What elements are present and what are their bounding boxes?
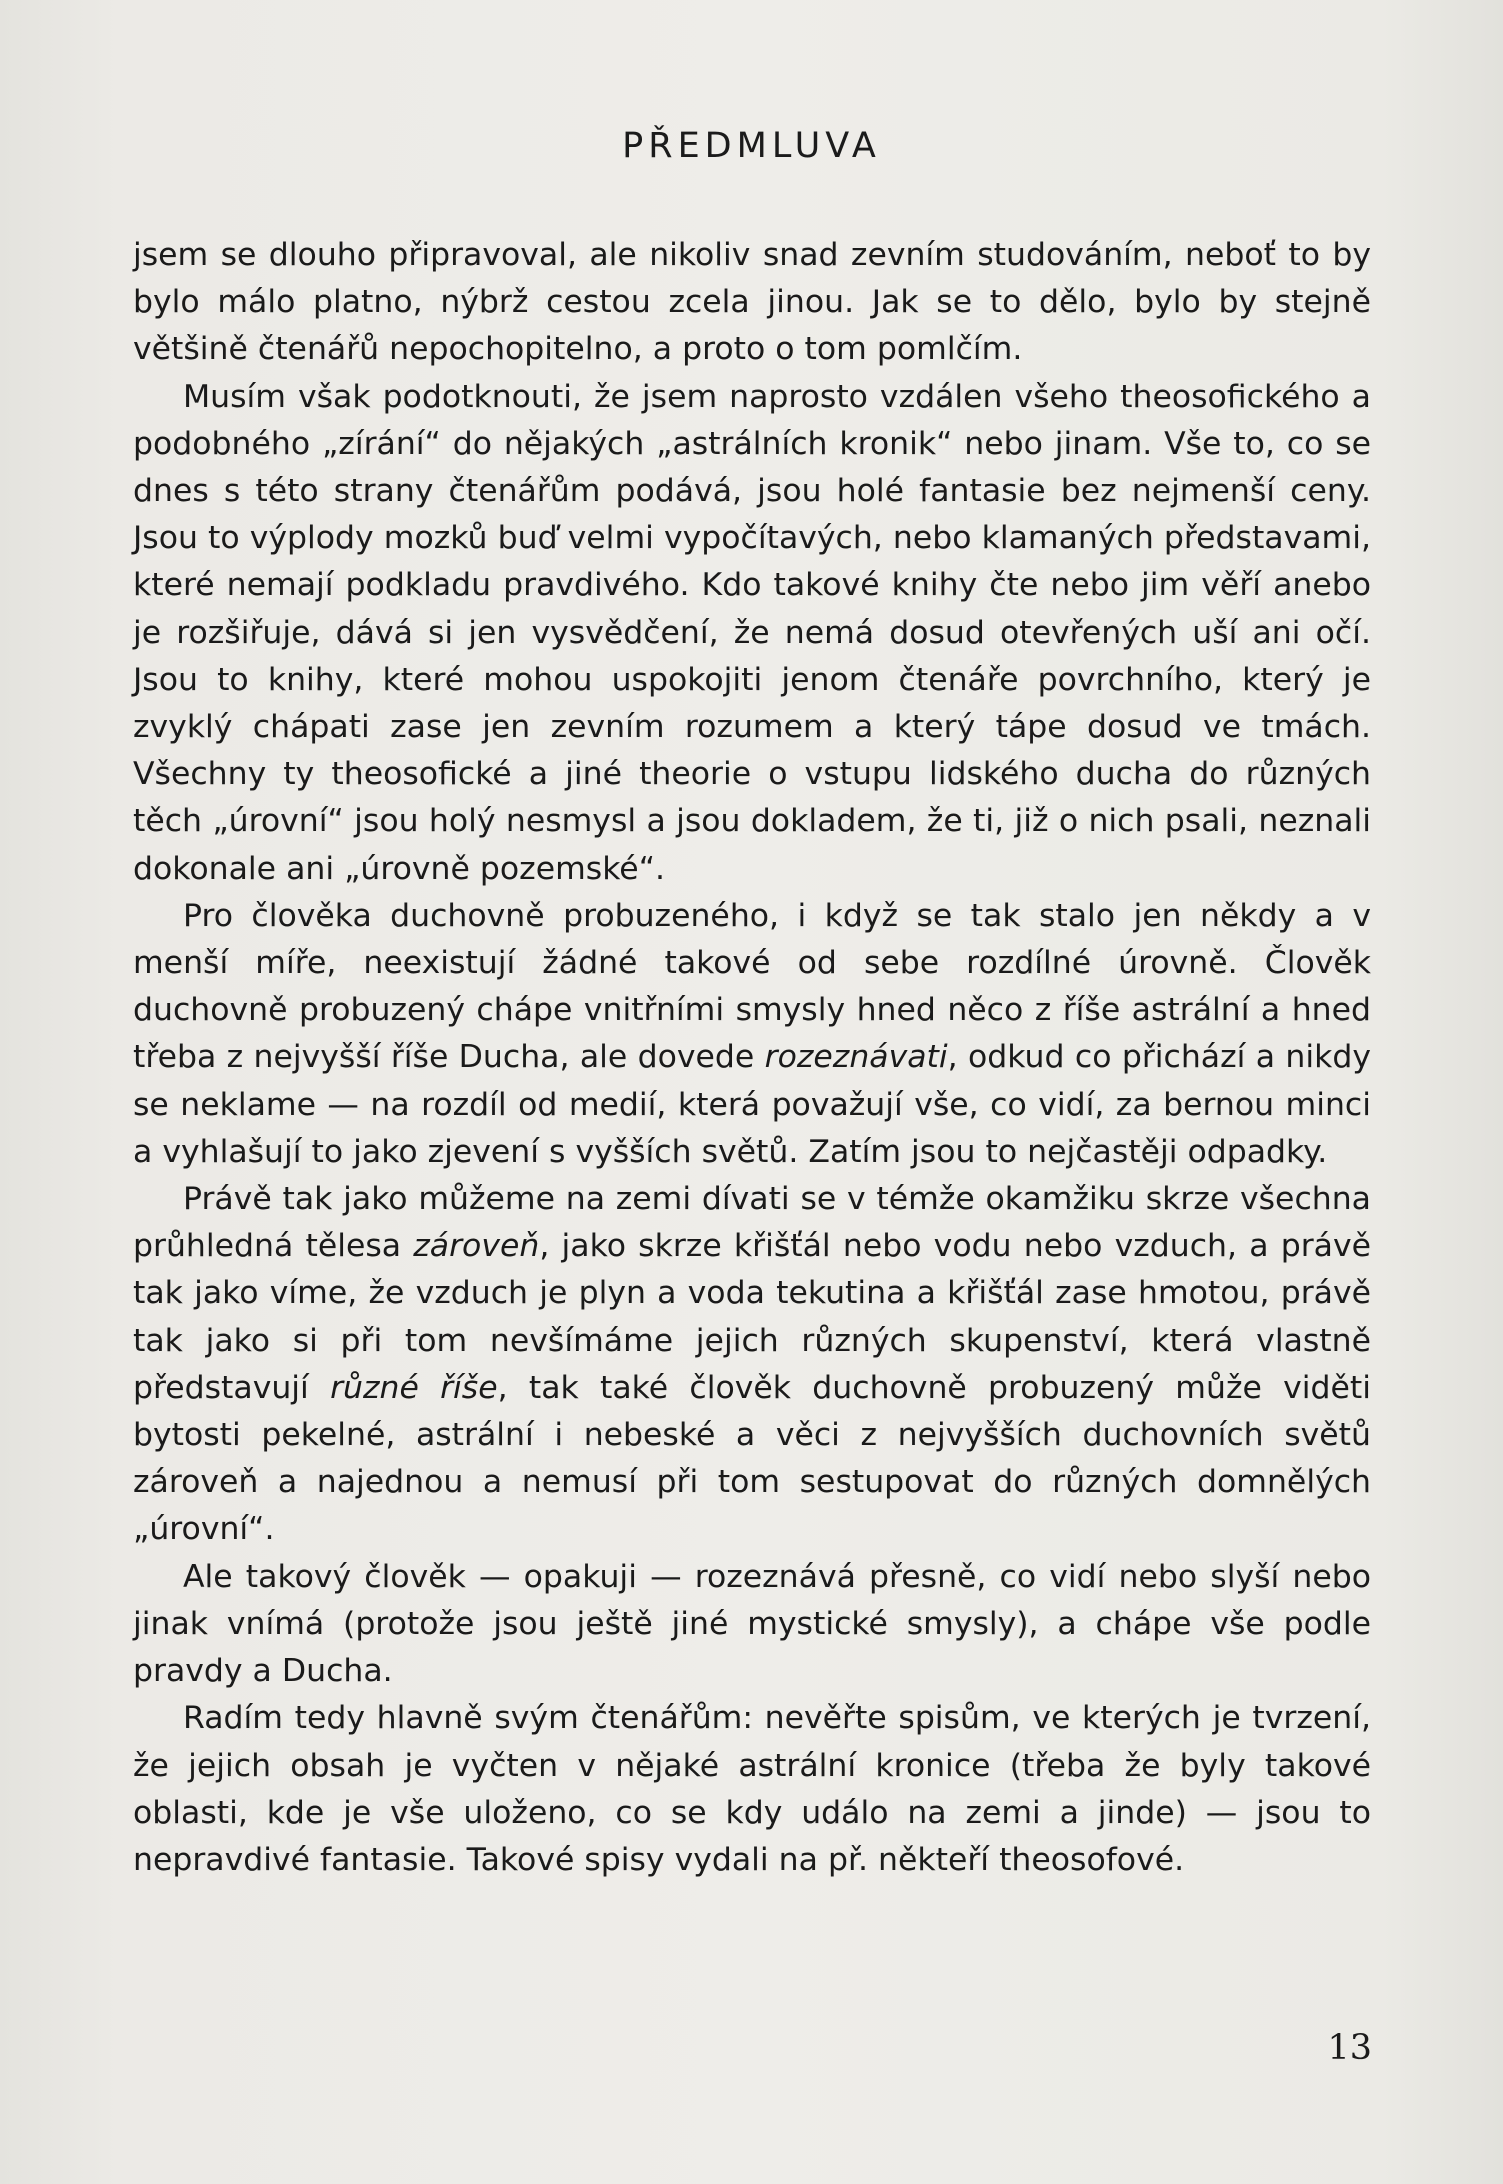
paragraph-2 [133, 374, 1371, 893]
text-run: Pro člověka duchovně probuzeného, i když se tak stalo jen někdy a v menší míře, neexistují žádné takové od sebe rozdílné úrovně. Člověk duchovně probuzený chápe vnitřními smysly hned něco z říše astrální a hned třeba z nejvyšší říše Ducha, ale dovede [133, 897, 1371, 1076]
paragraph-3 [133, 893, 1371, 1176]
text-run: , tak také člověk duchovně probuzený může viděti bytosti pekelné, astrální i nebeské a věci z nejvyšších duchovních světů zároveň a najednou a nemusí při tom sestupovat do různých domnělých „úrovní“. [133, 1369, 1371, 1548]
text-run: Musím však podotknouti, že jsem naprosto vzdálen všeho theosofického a podobného „zírání“ do nějakých „astrálních kronik“ nebo jinam. Vše to, co se dnes s této strany čtenářům podává, jsou holé fantasie bez nejmenší ceny. Jsou to výplody mozků buď velmi vypočítavých, nebo klamaných představami, které nemají podkladu pravdivého. Kdo takové knihy čte nebo jim věří anebo je rozšiřuje, dává si jen vysvědčení, že nemá dosud otevřených uší ani očí. Jsou to knihy, které mohou uspokojiti jenom čtenáře povrchního, který je zvyklý chápati zase jen zevním rozumem a který tápe dosud ve tmách. Všechny ty theosofické a jiné theorie o vstupu lidského ducha do různých těch „úrovní“ jsou holý nesmysl a jsou dokladem, že ti, již o nich psali, neznali dokonale ani „úrovně pozemské“. [133, 378, 1371, 887]
emphasis-text: zároveň [413, 1228, 540, 1265]
running-head: PŘEDMLUVA [622, 126, 881, 166]
paragraph-6 [133, 1695, 1371, 1884]
body-text [133, 232, 1371, 1884]
text-run: Právě tak jako můžeme na zemi dívati se v témže okamžiku skrze všechna průhledná tělesa [133, 1181, 1371, 1265]
paragraph-4 [133, 1176, 1371, 1554]
emphasis-text: různé říše [330, 1369, 498, 1406]
text-run: Radím tedy hlavně svým čtenářům: nevěřte spisům, ve kterých je tvrzení, že jejich obsah je vyčten v nějaké astrální kronice (třeba že byly takové oblasti, kde je vše uloženo, co se kdy událo na zemi a jinde) — jsou to nepravdivé fantasie. Takové spisy vydali na př. někteří theosofové. [133, 1700, 1371, 1878]
paragraph-5 [133, 1554, 1371, 1696]
text-run: , jako skrze křišťál nebo vodu nebo vzduch, a právě tak jako víme, že vzduch je plyn a voda tekutina a křišťál zase hmotou, právě tak jako si při tom nevšímáme jejich různých skupenství, která vlastně představují [133, 1228, 1371, 1406]
page-number: 13 [1327, 2028, 1372, 2068]
text-run: Ale takový člověk — opakuji — rozeznává přesně, co vidí nebo slyší nebo jinak vnímá (protože jsou ještě jiné mystické smysly), a chápe vše podle pravdy a Ducha. [133, 1558, 1371, 1690]
paragraph-1 [133, 232, 1371, 374]
emphasis-text: rozeznávati [764, 1039, 948, 1076]
text-run: , odkud co přichází a nikdy se neklame — na rozdíl od medií, která považují vše, co vidí, za bernou minci a vyhlašují to jako zjevení s vyšších světů. Zatím jsou to nejčastěji odpadky. [133, 1039, 1371, 1170]
text-run: jsem se dlouho připravoval, ale nikoliv snad zevním studováním, neboť to by bylo málo platno, nýbrž cestou zcela jinou. Jak se to dělo, bylo by stejně většině čtenářů nepochopitelno, a proto o tom pomlčím. [133, 237, 1371, 368]
